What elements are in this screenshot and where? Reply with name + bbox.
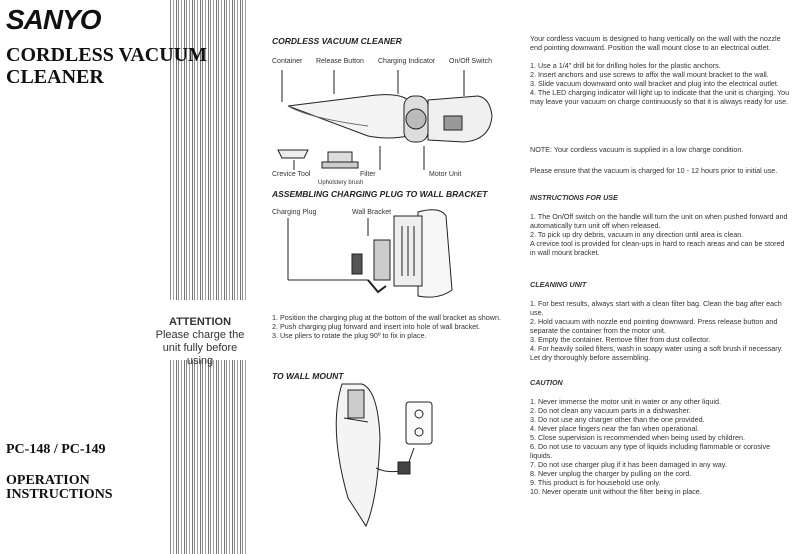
cleaning-item: 2. Hold vacuum with nozzle end pointing downward. Press release button and separate the container from the motor unit.	[530, 317, 778, 335]
instruction-item: 2. To pick up dry debris, vacuum in any direction until area is clean.	[530, 230, 744, 239]
label-wall-bracket: Wall Bracket	[352, 209, 392, 216]
attention-heading: ATTENTION	[168, 316, 232, 328]
mount-step: 2. Insert anchors and use screws to affix the wall mount bracket to the wall.	[530, 70, 769, 79]
note-text: NOTE: Your cordless vacuum is supplied in a low charge condition.	[530, 145, 744, 154]
caution-item: 9. This product is for household use only.	[530, 478, 661, 487]
section-title-vacuum: CORDLESS VACUUM CLEANER	[272, 36, 402, 46]
section-title-cleaning: CLEANING UNIT	[530, 280, 587, 289]
caution-item: 4. Never place fingers near the fan when operational.	[530, 424, 700, 433]
vacuum-diagram	[268, 66, 508, 186]
note-text-2: Please ensure that the vacuum is charged for 10 - 12 hours prior to initial use.	[530, 166, 778, 175]
caution-item: 1. Never immerse the motor unit in water or any other liquid.	[530, 397, 721, 406]
wall-mount-diagram	[318, 378, 448, 538]
cleaning-list	[530, 299, 792, 362]
assembly-step: 1. Position the charging plug at the bottom of the wall bracket as shown.	[272, 313, 501, 322]
attention-box	[152, 316, 248, 368]
caution-item: 7. Do not use charger plug if it has been damaged in any way.	[530, 460, 727, 469]
mount-step: 4. The LED charging indicator will light up to indicate that the unit is charging. You may leave your vacuum on charge continuously so that it is always ready for use.	[530, 88, 790, 106]
caution-item: 5. Close supervision is recommended when being used by children.	[530, 433, 745, 442]
cleaning-item: 3. Empty the container. Remove filter from dust collector.	[530, 335, 711, 344]
label-release-button: Release Button	[316, 58, 364, 65]
instructions-list	[530, 212, 792, 257]
bracket-diagram	[268, 196, 504, 308]
assembly-steps	[272, 313, 504, 340]
label-container: Container	[272, 58, 303, 65]
section-title-instructions: INSTRUCTIONS FOR USE	[530, 193, 618, 202]
label-filter: Filter	[360, 171, 376, 178]
label-motor-unit: Motor Unit	[429, 171, 462, 178]
mount-step: 1. Use a 1/4" drill bit for drilling holes for the plastic anchors.	[530, 61, 721, 70]
label-charging-plug: Charging Plug	[272, 209, 317, 216]
brand-logo: SANYO	[6, 4, 101, 35]
caution-item: 6. Do not use to vacuum any type of liquids including flammable or corosive liquids.	[530, 442, 771, 460]
caution-item: 2. Do not clean any vacuum parts in a dishwasher.	[530, 406, 691, 415]
assembly-step: 2. Push charging plug forward and insert into hole of wall bracket.	[272, 322, 481, 331]
label-upholstery-brush: Upholstery brush	[318, 180, 364, 186]
model-number: PC-148 / PC-149	[6, 442, 106, 457]
caution-item: 3. Do not use any charger other than the one provided.	[530, 415, 705, 424]
document-type-line1: OPERATION	[6, 473, 90, 488]
caution-item: 8. Never unplug the charger by pulling on the cord.	[530, 469, 692, 478]
instruction-item: A crevice tool is provided for clean-ups in hard to reach areas and can be stored in wall mount bracket.	[530, 239, 785, 257]
label-crevice-tool: Crevice Tool	[272, 171, 311, 178]
mount-step: 3. Slide vacuum downward onto wall bracket and plug into the electrical outlet.	[530, 79, 779, 88]
mount-steps	[530, 61, 792, 106]
instruction-item: 1. The On/Off switch on the handle will turn the unit on when pushed forward and automatically turn unit off when released.	[530, 212, 788, 230]
section-title-wall-mount: TO WALL MOUNT	[272, 371, 344, 381]
section-title-caution: CAUTION	[530, 378, 563, 387]
assembly-step: 3. Use pliers to rotate the plug 90º to fix in place.	[272, 331, 427, 340]
cover-title-line2: CLEANER	[6, 66, 104, 88]
document-type	[6, 474, 113, 502]
cleaning-item: 1. For best results, always start with a clean filter bag. Clean the bag after each use.	[530, 299, 782, 317]
section-title-assembling: ASSEMBLING CHARGING PLUG TO WALL BRACKET	[272, 189, 488, 199]
cover-title-line1: CORDLESS VACUUM	[6, 44, 207, 66]
cleaning-item: 4. For heavily soiled filters, wash in soapy water using a soft brush if necessary. Let dry thoroughly before assembling.	[530, 344, 783, 362]
intro-text: Your cordless vacuum is designed to hang vertically on the wall with the nozzle end pointing downward. Position the wall mount close to an electrical outlet.	[530, 34, 781, 52]
cover-title	[6, 44, 246, 88]
document-type-line2: INSTRUCTIONS	[6, 487, 113, 502]
label-charging-indicator: Charging Indicator	[378, 58, 436, 65]
attention-text: Please charge the unit fully before using	[155, 329, 245, 367]
caution-item: 10. Never operate unit without the filter being in place.	[530, 487, 702, 496]
caution-list	[530, 397, 792, 496]
label-on-off-switch: On/Off Switch	[449, 58, 493, 65]
